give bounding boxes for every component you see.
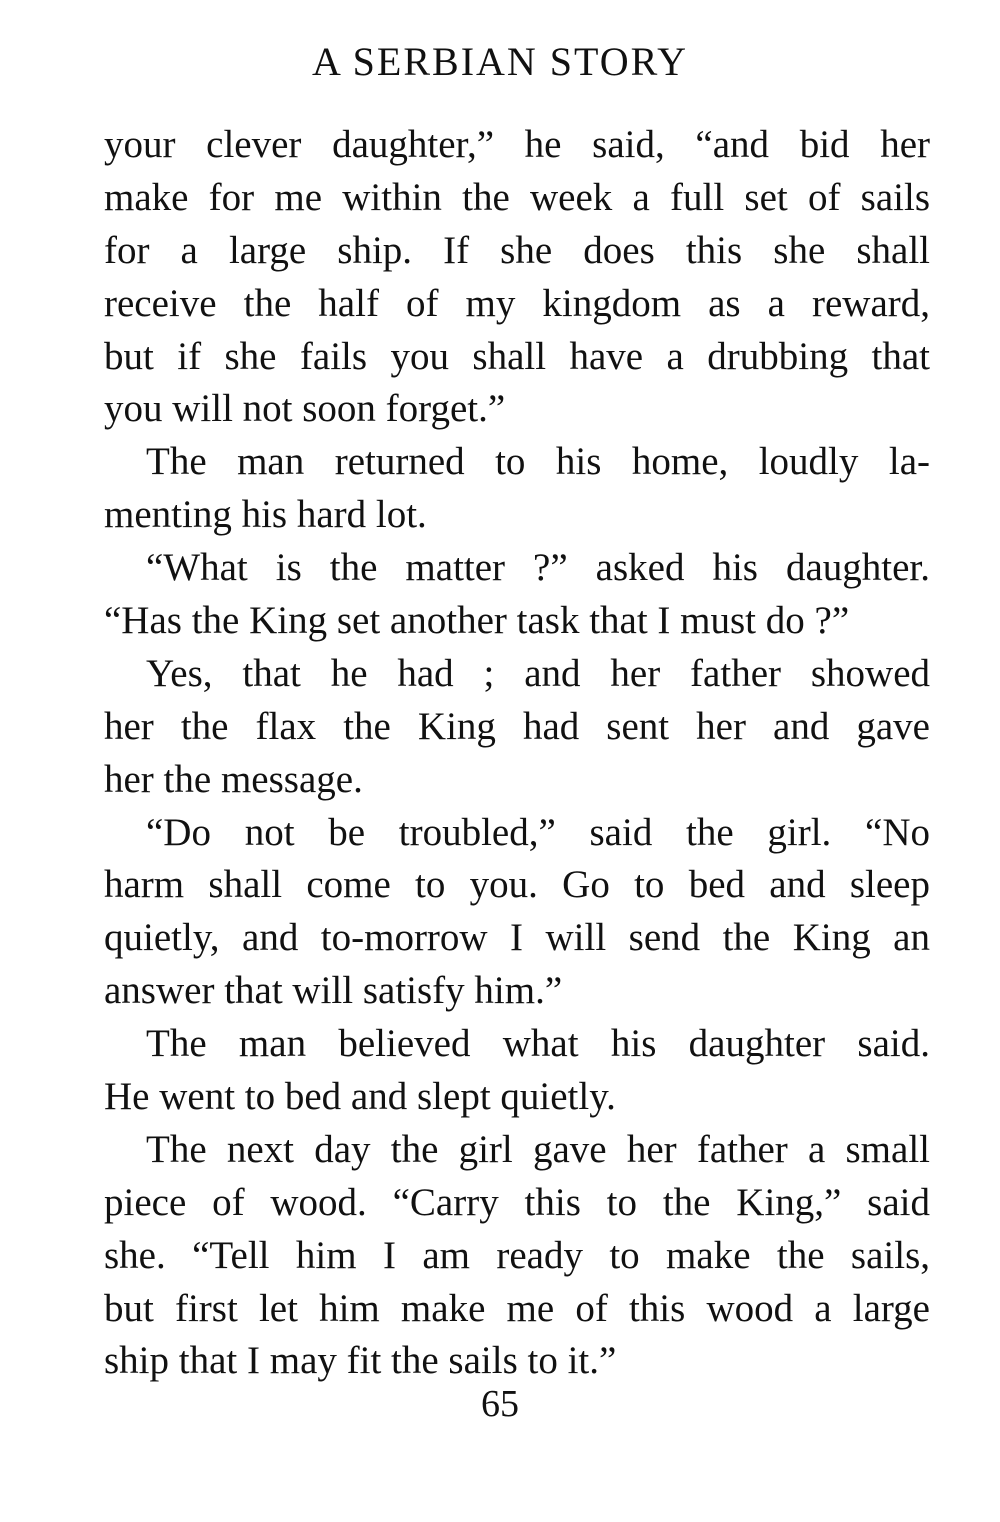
text-line: The man returned to his home, loudly la- — [146, 440, 930, 484]
text-line: you will not soon forget.” — [104, 387, 506, 431]
body-text — [104, 119, 930, 1388]
text-line: her the flax the King had sent her and gave — [104, 704, 930, 748]
paragraph — [104, 1124, 930, 1388]
text-line: piece of wood. “Carry this to the King,” said — [104, 1180, 930, 1224]
paragraph — [104, 807, 930, 1019]
text-line: He went to bed and slept quietly. — [104, 1075, 616, 1119]
text-line: ship that I may fit the sails to it.” — [104, 1339, 617, 1383]
text-line: receive the half of my kingdom as a reward, — [104, 281, 930, 325]
text-line: harm shall come to you. Go to bed and sleep — [104, 863, 930, 907]
text-line: but first let him make me of this wood a large — [104, 1286, 930, 1330]
text-line: for a large ship. If she does this she shall — [104, 228, 930, 272]
paragraph — [104, 119, 930, 436]
text-line: Yes, that he had ; and her father showed — [146, 651, 930, 695]
text-line: “Has the King set another task that I must do ?” — [104, 599, 850, 643]
text-line: answer that will satisfy him.” — [104, 969, 563, 1013]
text-line: your clever daughter,” he said, “and bid her — [104, 123, 930, 166]
paragraph — [104, 436, 930, 542]
text-line: make for me within the week a full set of sails — [104, 175, 930, 219]
text-line: she. “Tell him I am ready to make the sails, — [104, 1233, 930, 1277]
running-head: A SERBIAN STORY — [311, 39, 688, 84]
text-line: “What is the matter ?” asked his daughter. — [146, 546, 930, 590]
text-line: her the message. — [104, 757, 363, 801]
text-line: The next day the girl gave her father a small — [146, 1127, 930, 1171]
paragraph — [104, 542, 930, 648]
paragraph — [104, 648, 930, 807]
paragraph — [104, 1018, 930, 1124]
text-line: quietly, and to-morrow I will send the King an — [104, 916, 930, 960]
text-line: but if she fails you shall have a drubbing that — [104, 334, 930, 378]
text-line: The man believed what his daughter said. — [146, 1022, 930, 1066]
page-number: 65 — [481, 1383, 519, 1425]
text-line: menting his hard lot. — [104, 493, 427, 537]
text-line: “Do not be troubled,” said the girl. “No — [146, 810, 930, 854]
